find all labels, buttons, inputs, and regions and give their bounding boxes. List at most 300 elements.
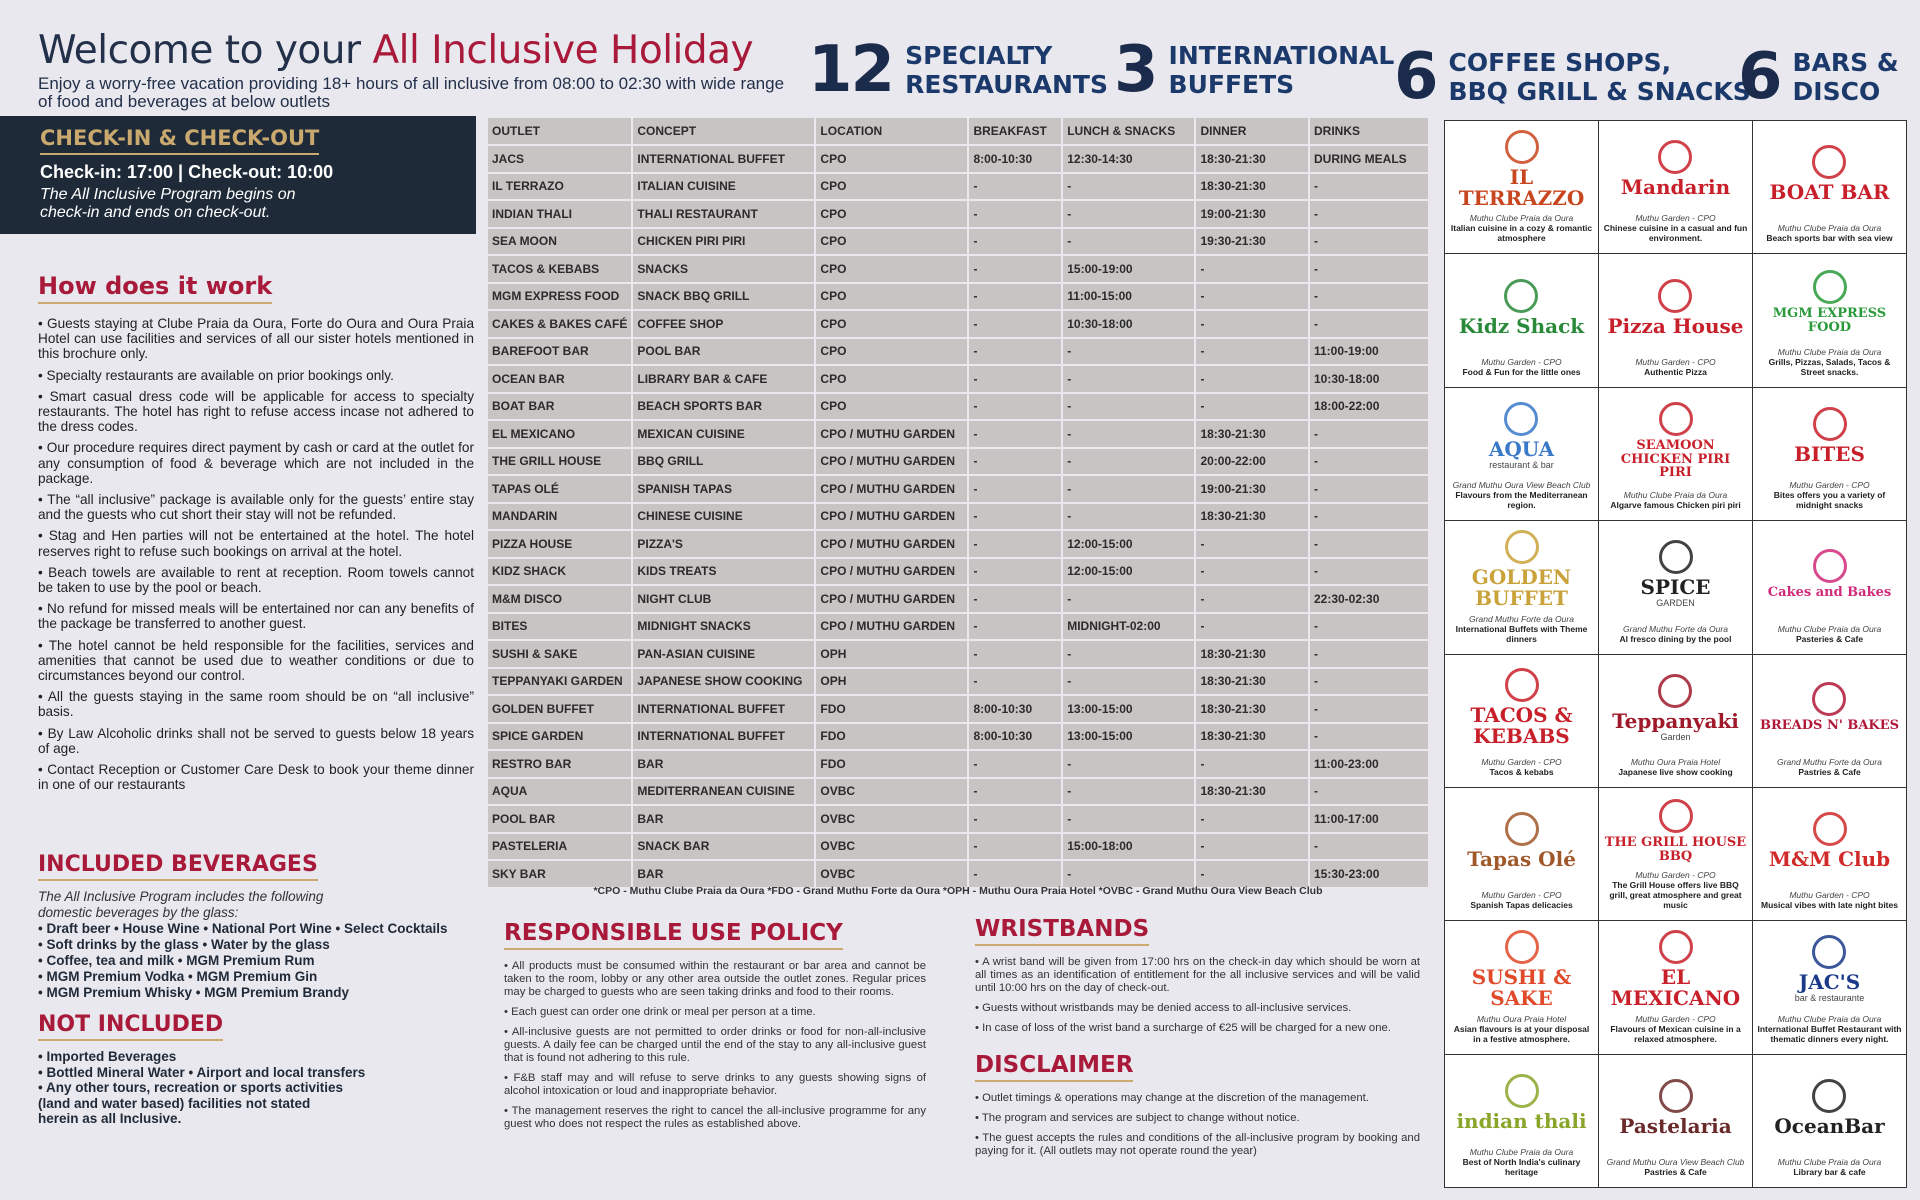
table-cell: - [969, 669, 1061, 695]
table-cell: MIDNIGHT-02:00 [1063, 614, 1194, 640]
table-cell: CPO [816, 146, 967, 172]
table-cell: 12:00-15:00 [1063, 559, 1194, 585]
table-cell: 15:00-18:00 [1063, 834, 1194, 860]
table-cell: 11:00-19:00 [1310, 339, 1428, 365]
list-item: • The hotel cannot be held responsible for the facilities, services and amenities that cannot be used due to weather conditions or due to circumstances beyond our control. [38, 637, 474, 684]
table-cell: 8:00-10:30 [969, 724, 1061, 750]
table-cell: IL TERRAZO [488, 174, 631, 200]
table-cell: - [969, 339, 1061, 365]
table-cell: LIBRARY BAR & CAFE [633, 366, 814, 392]
taco-icon [1449, 659, 1594, 757]
table-row [488, 806, 1428, 832]
table-cell: TEPPANYAKI GARDEN [488, 669, 631, 695]
table-row [488, 366, 1428, 392]
table-cell: 18:30-21:30 [1196, 779, 1308, 805]
table-cell: - [1310, 641, 1428, 667]
table-cell: - [1196, 531, 1308, 557]
list-item: • Bottled Mineral Water • Airport and local transfers [38, 1064, 366, 1080]
section-title: INCLUDED BEVERAGES [38, 852, 318, 881]
table-cell: - [1310, 174, 1428, 200]
logo-location: Grand Muthu Oura View Beach Club [1606, 1157, 1745, 1167]
list-item: • All the guests staying in the same room should be on “all inclusive” basis. [38, 689, 474, 720]
logo-description: Musical vibes with late night bites [1761, 900, 1898, 911]
table-cell: 19:00-21:30 [1196, 476, 1308, 502]
table-cell: - [1063, 394, 1194, 420]
table-cell: - [1063, 641, 1194, 667]
pizza-icon [1603, 258, 1748, 356]
table-cell: CPO / MUTHU GARDEN [816, 559, 967, 585]
table-cell: - [969, 366, 1061, 392]
logo-description: Algarve famous Chicken piri piri [1610, 500, 1741, 511]
list-item: • Specialty restaurants are available on prior bookings only. [38, 367, 394, 383]
grill-icon [1603, 792, 1748, 870]
logo-emblem [1505, 930, 1539, 964]
list-item: • The guest accepts the rules and conditions of the all-inclusive program by booking and paying for it. (All outlets may not operate round the year) [975, 1132, 1420, 1157]
logo-location: Muthu Garden - CPO [1789, 890, 1870, 901]
stat-specialty-restaurants [808, 33, 1108, 107]
table-cell: SEA MOON [488, 229, 631, 255]
table-cell: 11:00-17:00 [1310, 806, 1428, 832]
list-item: (land and water based) facilities not stated [38, 1095, 311, 1111]
table-cell: 18:30-21:30 [1196, 724, 1308, 750]
table-cell: - [1310, 531, 1428, 557]
table-cell: CHICKEN PIRI PIRI [633, 229, 814, 255]
table-cell: 18:30-21:30 [1196, 421, 1308, 447]
table-row [488, 559, 1428, 585]
section-title: NOT INCLUDED [38, 1012, 223, 1041]
cake-icon [1757, 659, 1902, 757]
logo-emblem [1812, 145, 1846, 179]
table-cell: 22:30-02:30 [1310, 586, 1428, 612]
logo-subtitle: restaurant & bar [1489, 459, 1554, 470]
table-cell: EL MEXICANO [488, 421, 631, 447]
table-cell: 18:00-22:00 [1310, 394, 1428, 420]
logo-emblem [1505, 130, 1539, 164]
table-cell: CPO / MUTHU GARDEN [816, 504, 967, 530]
table-cell: - [1063, 504, 1194, 530]
wristbands-section [975, 916, 1420, 1042]
restaurant-logo-card [1445, 121, 1598, 253]
logo-location: Grand Muthu Forte da Oura [1469, 613, 1574, 624]
responsible-use-section [504, 920, 926, 1138]
table-cell: CPO [816, 201, 967, 227]
logo-wordmark: SPICE [1640, 575, 1711, 600]
ocean-icon [1757, 1059, 1902, 1157]
restaurant-logo-card [1445, 521, 1598, 653]
logo-emblem [1658, 140, 1692, 174]
table-cell: 13:00-15:00 [1063, 696, 1194, 722]
logo-emblem [1658, 279, 1692, 313]
list-item: • Imported Beverages [38, 1049, 177, 1064]
table-cell: MEXICAN CUISINE [633, 421, 814, 447]
table-cell: RESTRO BAR [488, 751, 631, 777]
table-cell: INTERNATIONAL BUFFET [633, 724, 814, 750]
logo-description: The Grill House offers live BBQ grill, great atmosphere and great music [1609, 880, 1742, 911]
board-icon [1449, 792, 1594, 890]
logo-location: Muthu Clube Praia da Oura [1777, 223, 1882, 234]
table-cell: - [1063, 201, 1194, 227]
table-cell: CPO [816, 256, 967, 282]
logo-emblem [1504, 279, 1538, 313]
logo-location: Muthu Clube Praia da Oura [1469, 213, 1574, 224]
table-cell: TACOS & KEBABS [488, 256, 631, 282]
table-cell: 8:00-10:30 [969, 146, 1061, 172]
logo-description: Pastries & Cafe [1644, 1167, 1707, 1177]
table-cell: - [1310, 614, 1428, 640]
rooster-icon [1603, 392, 1748, 490]
logo-description: Al fresco dining by the pool [1619, 633, 1732, 644]
table-cell: - [1310, 201, 1428, 227]
section-title: WRISTBANDS [975, 916, 1149, 946]
table-cell: PIZZA'S [633, 531, 814, 557]
logo-wordmark: BITES [1794, 441, 1865, 466]
wave-icon [1449, 392, 1594, 480]
table-cell: BITES [488, 614, 631, 640]
table-cell: - [969, 751, 1061, 777]
table-cell: - [969, 834, 1061, 860]
title-highlight: All Inclusive Holiday [372, 28, 754, 73]
kids-icon [1449, 258, 1594, 356]
logo-wordmark: SUSHI & SAKE [1471, 964, 1572, 1010]
table-cell: PAN-ASIAN CUISINE [633, 641, 814, 667]
table-cell: - [1063, 476, 1194, 502]
table-cell: MEDITERRANEAN CUISINE [633, 779, 814, 805]
table-cell: FDO [816, 751, 967, 777]
table-cell: - [1310, 559, 1428, 585]
table-cell: - [1196, 366, 1308, 392]
table-cell: SPANISH TAPAS [633, 476, 814, 502]
table-cell: - [969, 476, 1061, 502]
logo-wordmark: JAC'S [1798, 970, 1861, 995]
table-cell: SNACK BAR [633, 834, 814, 860]
table-cell: 12:00-15:00 [1063, 531, 1194, 557]
logo-description: Japanese live show cooking [1618, 766, 1733, 777]
logo-emblem [1813, 549, 1847, 583]
column-header: BREAKFAST [969, 118, 1061, 144]
not-included-list [38, 1049, 478, 1127]
list-item: • Stag and Hen parties will not be entertained at the hotel. The hotel reserves right to refuse such bookings on arrival at the hotel. [38, 528, 474, 559]
logo-emblem [1659, 402, 1693, 436]
table-cell: CPO / MUTHU GARDEN [816, 531, 967, 557]
table-cell: - [969, 394, 1061, 420]
table-cell: - [1196, 751, 1308, 777]
table-cell: - [969, 641, 1061, 667]
table-cell: CPO [816, 366, 967, 392]
table-cell: M&M DISCO [488, 586, 631, 612]
logo-location: Muthu Garden - CPO [1635, 356, 1716, 367]
list-item: • All-inclusive guests are not permitted to order drinks or food for non-all-inclusive guests. A daily fee can be charged until the end of the stay to any all-inclusive guest that is found not adhering to this rule. [504, 1026, 926, 1064]
table-cell: 18:30-21:30 [1196, 146, 1308, 172]
logo-wordmark: EL MEXICANO [1610, 964, 1741, 1010]
table-row [488, 696, 1428, 722]
logo-description: Asian flavours is at your disposal in a festive atmosphere. [1453, 1023, 1590, 1044]
table-cell: - [1196, 806, 1308, 832]
sushi-icon [1449, 925, 1594, 1013]
table-cell: INDIAN THALI [488, 201, 631, 227]
logo-wordmark: M&M Club [1768, 847, 1891, 872]
table-cell: BAR [633, 806, 814, 832]
list-item: • Outlet timings & operations may change at the discretion of the management. [975, 1092, 1369, 1104]
table-cell: - [969, 779, 1061, 805]
table-cell: MANDARIN [488, 504, 631, 530]
list-item: • F&B staff may and will refuse to serve drinks to any guests showing signs of alcohol intoxication or loud and inappropriate behavior. [504, 1072, 926, 1097]
page-title [38, 28, 798, 73]
logo-wordmark: SEAMOON CHICKEN PIRI PIRI [1620, 437, 1731, 481]
logo-wordmark: OceanBar [1774, 1113, 1885, 1138]
restaurant-logo-card [1753, 655, 1906, 787]
title-prefix: Welcome to your [38, 28, 373, 73]
table-cell: 19:00-21:30 [1196, 201, 1308, 227]
list-item: • A wrist band will be given from 17:00 hrs on the check-in day which should be worn at all times as an identification of entitlement for the all inclusive services and will be valid until 10:00 hrs on the day of check-out. [975, 956, 1420, 994]
logo-location: Grand Muthu Forte da Oura [1623, 623, 1728, 634]
table-cell: BAR [633, 861, 814, 887]
logo-emblem [1813, 407, 1847, 441]
disclaimer-list [975, 1092, 1420, 1158]
table-cell: BEACH SPORTS BAR [633, 394, 814, 420]
page-subtitle: Enjoy a worry-free vacation providing 18+ hours of all inclusive from 08:00 to 02:30 with wide range of food and beverages at below outlets [38, 74, 785, 111]
table-row [488, 724, 1428, 750]
table-cell: - [1310, 449, 1428, 475]
table-row [488, 394, 1428, 420]
table-cell: CPO [816, 339, 967, 365]
table-cell: - [969, 806, 1061, 832]
list-item: • Draft beer • House Wine • National Port Wine • Select Cocktails [38, 921, 448, 936]
table-cell: - [1196, 861, 1308, 887]
table-cell: 19:30-21:30 [1196, 229, 1308, 255]
logo-emblem [1813, 270, 1847, 304]
table-cell: - [1063, 669, 1194, 695]
beverages-intro: The All Inclusive Program includes the following domestic beverages by the glass: [38, 889, 324, 920]
list-item: • In case of loss of the wrist band a surcharge of €25 will be charged for a new one. [975, 1022, 1391, 1034]
table-row [488, 614, 1428, 640]
table-row [488, 476, 1428, 502]
table-cell: - [1063, 229, 1194, 255]
table-cell: - [1196, 339, 1308, 365]
how-it-works-section [38, 272, 474, 798]
table-cell: BAREFOOT BAR [488, 339, 631, 365]
table-cell: DURING MEALS [1310, 146, 1428, 172]
list-item: herein as all Inclusive. [38, 1111, 182, 1126]
list-item: • Our procedure requires direct payment by cash or card at the outlet for any consumption of food & beverage which are not included in the package. [38, 440, 474, 486]
how-it-works-list [38, 316, 474, 792]
list-item: • MGM Premium Whisky • MGM Premium Brandy [38, 985, 350, 1000]
table-cell: - [969, 559, 1061, 585]
column-header: CONCEPT [633, 118, 814, 144]
logo-location: Muthu Clube Praia da Oura [1777, 1157, 1882, 1167]
list-item: • Guests staying at Clube Praia da Oura, Forte do Oura and Oura Praia Hotel can use facilities and services of all our sister hotels mentioned in this brochure only. [38, 316, 474, 362]
table-cell: CPO / MUTHU GARDEN [816, 586, 967, 612]
logo-location: Muthu Clube Praia da Oura [1777, 623, 1882, 634]
table-cell: - [969, 284, 1061, 310]
table-cell: NIGHT CLUB [633, 586, 814, 612]
table-cell: - [969, 201, 1061, 227]
checkin-times: Check-in: 17:00 | Check-out: 10:00 [40, 162, 334, 182]
table-row [488, 669, 1428, 695]
table-cell: SUSHI & SAKE [488, 641, 631, 667]
restaurant-logo-card [1445, 254, 1598, 386]
table-cell: - [1063, 586, 1194, 612]
logo-location: Muthu Clube Praia da Oura [1623, 490, 1728, 501]
list-item: • Each guest can order one drink or meal per person at a time. [504, 1006, 816, 1018]
list-item: • Smart casual dress code will be applicable for access to specialty restaurants. The hotel has right to refuse access incase not adhered to the dress codes. [38, 388, 474, 435]
restaurant-logo-card [1599, 388, 1752, 520]
logo-wordmark: GOLDEN BUFFET [1471, 564, 1572, 610]
stat-international-buffets [1114, 33, 1395, 107]
restaurant-logo-card [1599, 788, 1752, 920]
table-cell: 18:30-21:30 [1196, 669, 1308, 695]
terrace-icon [1449, 125, 1594, 213]
logo-description: Food & Fun for the little ones [1462, 366, 1581, 377]
logo-location: Muthu Oura Praia Hotel [1630, 756, 1721, 767]
bite-icon [1757, 392, 1902, 480]
column-header: LOCATION [816, 118, 967, 144]
restaurant-logo-card [1599, 521, 1752, 653]
logo-wordmark: BREADS N' BAKES [1759, 718, 1900, 734]
logo-description: Grills, Pizzas, Salads, Tacos & Street snacks. [1768, 356, 1891, 377]
restaurant-logo-card [1445, 388, 1598, 520]
table-cell: CPO [816, 229, 967, 255]
list-item: • The management reserves the right to cancel the all-inclusive programme for any guest who does not respect the rules as established above. [504, 1105, 926, 1130]
table-cell: KIDS TREATS [633, 559, 814, 585]
table-row [488, 174, 1428, 200]
table-cell: POOL BAR [488, 806, 631, 832]
table-cell: - [1310, 834, 1428, 860]
table-cell: - [1310, 476, 1428, 502]
logo-emblem [1813, 812, 1847, 846]
logo-location: Muthu Garden - CPO [1635, 213, 1716, 224]
logo-wordmark: indian thali [1456, 1108, 1587, 1133]
table-row [488, 256, 1428, 282]
table-cell: INTERNATIONAL BUFFET [633, 696, 814, 722]
stat-number: 3 [1114, 33, 1157, 107]
table-row [488, 284, 1428, 310]
table-cell: - [969, 531, 1061, 557]
list-item: • Contact Reception or Customer Care Desk to book your theme dinner in one of our restaurants [38, 762, 474, 793]
logo-emblem [1659, 799, 1693, 833]
restaurant-logo-card [1599, 121, 1752, 253]
table-cell: MGM EXPRESS FOOD [488, 284, 631, 310]
table-cell: PIZZA HOUSE [488, 531, 631, 557]
table-cell: 8:00-10:30 [969, 696, 1061, 722]
table-cell: FDO [816, 724, 967, 750]
table-row [488, 421, 1428, 447]
list-item: • Guests without wristbands may be denied access to all-inclusive services. [975, 1002, 1352, 1014]
table-cell: CPO / MUTHU GARDEN [816, 476, 967, 502]
table-header-row [488, 118, 1428, 144]
restaurant-logo-card [1753, 121, 1906, 253]
table-cell: KIDZ SHACK [488, 559, 631, 585]
table-cell: OVBC [816, 861, 967, 887]
not-included-section [38, 1012, 478, 1127]
table-cell: - [1196, 559, 1308, 585]
table-cell: 18:30-21:30 [1196, 641, 1308, 667]
logo-description: Beach sports bar with sea view [1766, 233, 1893, 244]
table-cell: GOLDEN BUFFET [488, 696, 631, 722]
table-row [488, 201, 1428, 227]
logo-description: Bites offers you a variety of midnight snacks [1773, 490, 1886, 511]
table-cell: - [1196, 586, 1308, 612]
logo-description: Authentic Pizza [1644, 366, 1707, 377]
table-cell: ITALIAN CUISINE [633, 174, 814, 200]
logo-wordmark: IL TERRAZZO [1458, 164, 1585, 210]
table-row [488, 229, 1428, 255]
table-cell: MIDNIGHT SNACKS [633, 614, 814, 640]
table-cell: CPO [816, 311, 967, 337]
list-item: • By Law Alcoholic drinks shall not be served to guests below 18 years of age. [38, 725, 474, 756]
table-cell: JACS [488, 146, 631, 172]
logo-emblem [1812, 1079, 1846, 1113]
table-cell: BAR [633, 751, 814, 777]
table-row [488, 834, 1428, 860]
list-item: • MGM Premium Vodka • MGM Premium Gin [38, 969, 318, 984]
table-cell: SNACKS [633, 256, 814, 282]
logo-location: Muthu Garden - CPO [1481, 356, 1562, 367]
logo-wordmark: MGM EXPRESS FOOD [1772, 306, 1887, 336]
restaurant-logo-card [1599, 1055, 1752, 1187]
table-row [488, 779, 1428, 805]
table-cell: 10:30-18:00 [1310, 366, 1428, 392]
stat-label: COFFEE SHOPS, BBQ GRILL & SNACKS [1448, 48, 1751, 106]
table-cell: OPH [816, 641, 967, 667]
restaurant-logo-card [1753, 388, 1906, 520]
list-item: • Coffee, tea and milk • MGM Premium Rum [38, 953, 315, 968]
table-cell: - [969, 311, 1061, 337]
table-cell: - [1063, 339, 1194, 365]
table-row [488, 586, 1428, 612]
restaurant-logo-card [1599, 254, 1752, 386]
section-title: DISCLAIMER [975, 1052, 1133, 1082]
table-cell: AQUA [488, 779, 631, 805]
table-cell: CPO / MUTHU GARDEN [816, 614, 967, 640]
table-cell: - [969, 586, 1061, 612]
table-cell: CPO [816, 394, 967, 420]
logo-wordmark: Pizza House [1607, 313, 1744, 338]
table-row [488, 311, 1428, 337]
table-cell: 11:00-15:00 [1063, 284, 1194, 310]
ship-icon [1757, 925, 1902, 1013]
logo-location: Muthu Garden - CPO [1635, 1013, 1716, 1024]
list-item: • Soft drinks by the glass • Water by the glass [38, 937, 330, 952]
table-cell: - [1063, 861, 1194, 887]
logo-emblem [1505, 668, 1539, 702]
flower-icon [1757, 525, 1902, 623]
logo-description: Italian cuisine in a cozy & romantic atmosphere [1450, 223, 1593, 244]
table-row [488, 531, 1428, 557]
restaurant-logo-card [1445, 1055, 1598, 1187]
table-cell: - [1310, 779, 1428, 805]
table-cell: 11:00-23:00 [1310, 751, 1428, 777]
logo-subtitle: Garden [1660, 731, 1691, 742]
table-cell: - [1063, 751, 1194, 777]
restaurant-logo-card [1753, 254, 1906, 386]
logo-location: Muthu Garden - CPO [1481, 756, 1562, 767]
logo-wordmark: AQUA [1488, 436, 1555, 461]
table-cell: SKY BAR [488, 861, 631, 887]
table-cell: 15:30-23:00 [1310, 861, 1428, 887]
table-cell: CPO / MUTHU GARDEN [816, 421, 967, 447]
table-cell: SNACK BBQ GRILL [633, 284, 814, 310]
logo-emblem [1658, 674, 1692, 708]
column-header: LUNCH & SNACKS [1063, 118, 1194, 144]
table-cell: THALI RESTAURANT [633, 201, 814, 227]
table-row [488, 339, 1428, 365]
table-cell: OVBC [816, 834, 967, 860]
stat-coffee-shops [1394, 40, 1751, 114]
section-title: How does it work [38, 272, 272, 304]
stat-number: 12 [808, 33, 894, 107]
table-cell: - [969, 504, 1061, 530]
table-cell: - [1196, 284, 1308, 310]
